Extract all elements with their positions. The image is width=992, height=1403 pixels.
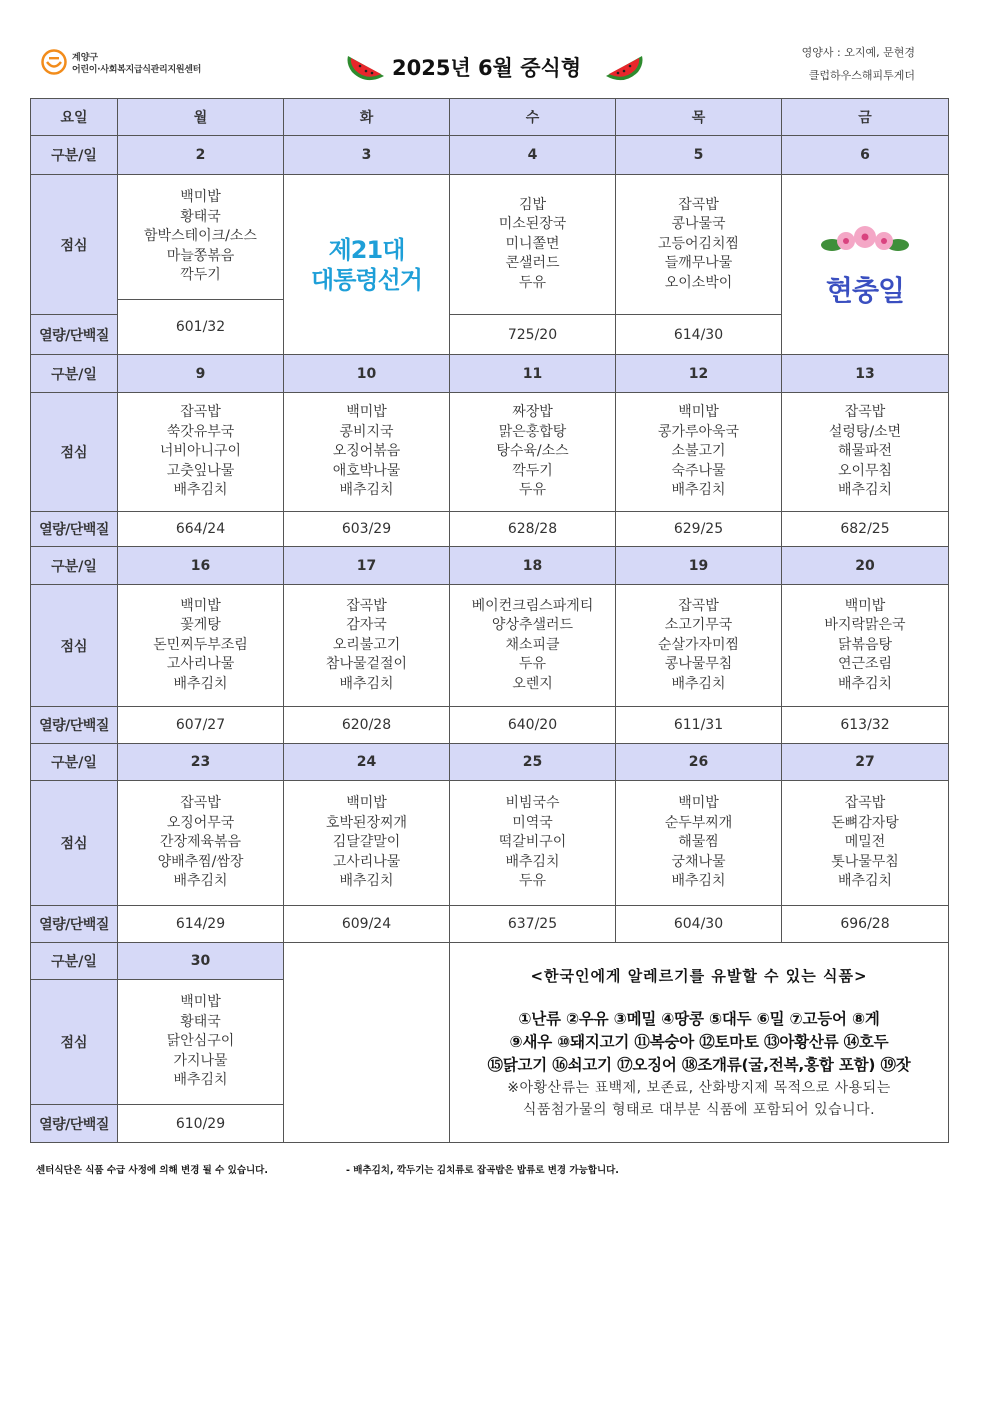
empty-cell (284, 943, 450, 1143)
date-row (31, 136, 949, 175)
menu-cell (616, 585, 782, 707)
dish: 짜장밥 (512, 404, 553, 421)
dish: 고등어김치찜 (657, 235, 740, 252)
calorie-cell: 601/32 (118, 300, 284, 355)
date-label: 구분/일 (31, 136, 118, 175)
menu-cell (284, 393, 450, 512)
page-header (0, 0, 992, 98)
date-cell: 18 (450, 547, 616, 585)
allergy-note-line2: 식품첨가물의 형태로 대부분 식품에 포함되어 있습니다. (522, 1101, 876, 1118)
date-cell-holiday: 3 (284, 136, 450, 175)
dish: 미역국 (512, 814, 553, 831)
dish: 미소된장국 (498, 216, 567, 233)
dish: 콩가루아욱국 (657, 423, 740, 440)
lunch-label: 점심 (31, 781, 118, 906)
dish: 두유 (518, 274, 547, 291)
dish: 잡곡밥 (180, 795, 221, 812)
lunch-label: 점심 (31, 585, 118, 707)
calorie-cell: 620/28 (284, 707, 450, 744)
election-line1: 제21대 (328, 235, 405, 264)
calorie-label: 열량/단백질 (31, 906, 118, 943)
menu-cell (118, 781, 284, 906)
date-cell: 11 (450, 355, 616, 393)
dish: 마늘쫑볶음 (166, 247, 235, 264)
calorie-cell: 628/28 (450, 512, 616, 547)
allergy-list-line1: ①난류 ②우유 ③메밀 ④땅콩 ⑤대두 ⑥밀 ⑦고등어 ⑧게 (518, 1009, 880, 1028)
menu-cell (450, 585, 616, 707)
date-cell: 20 (782, 547, 949, 585)
dish: 들깨무나물 (664, 255, 733, 272)
dietitian-names: 영양사 : 오지예, 문현경 (801, 46, 915, 59)
calorie-cell: 696/28 (782, 906, 949, 943)
dish: 미니쫄면 (505, 235, 560, 252)
date-cell: 5 (616, 136, 782, 175)
dish: 잡곡밥 (844, 404, 886, 421)
calorie-label: 열량/단백질 (31, 707, 118, 744)
dish: 설렁탕/소면 (828, 423, 902, 440)
facility-name: 클럽하우스해피투게더 (808, 69, 915, 82)
dish: 베이컨크림스파게티 (471, 597, 594, 614)
weekday-wed: 수 (450, 99, 616, 136)
date-cell: 25 (450, 744, 616, 781)
dish: 배추김치 (173, 482, 228, 499)
weekday-fri: 금 (782, 99, 949, 136)
menu-cell (450, 175, 616, 315)
calorie-row (31, 512, 949, 547)
dish: 배추김치 (339, 873, 394, 890)
date-cell: 16 (118, 547, 284, 585)
watermelon-icon (346, 46, 386, 82)
calorie-cell: 614/30 (616, 315, 782, 355)
dish: 배추김치 (505, 853, 560, 870)
page-title: 2025년 6월 중식형 (392, 56, 582, 80)
menu-cell (782, 585, 949, 707)
dish: 가지나물 (173, 1052, 228, 1069)
dish: 해물파전 (837, 443, 893, 460)
dish: 백미밥 (180, 994, 221, 1011)
calorie-cell: 604/30 (616, 906, 782, 943)
dish: 채소피클 (505, 636, 560, 653)
footer-note-right: - 배추김치, 깍두기는 김치류로 잡곡밥은 밥류로 변경 가능합니다. (346, 1165, 619, 1176)
calorie-cell: 640/20 (450, 707, 616, 744)
calorie-cell: 611/31 (616, 707, 782, 744)
dish: 깍두기 (512, 462, 553, 479)
dish: 잡곡밥 (180, 404, 221, 421)
election-line2: 대통령선거 (311, 265, 422, 294)
menu-cell (118, 175, 284, 300)
menu-cell (118, 393, 284, 512)
menu-cell (616, 393, 782, 512)
dish: 배추김치 (837, 873, 893, 890)
dish: 양배추찜/쌈장 (157, 853, 244, 870)
date-cell: 26 (616, 744, 782, 781)
dish: 김달걀말이 (332, 834, 401, 851)
dish: 잡곡밥 (678, 196, 719, 213)
dish: 황태국 (180, 1013, 221, 1030)
dish: 돈뼈감자탕 (831, 814, 899, 831)
date-label: 구분/일 (31, 943, 118, 980)
dish: 닭안심구이 (166, 1033, 235, 1050)
date-cell: 23 (118, 744, 284, 781)
date-row (31, 744, 949, 781)
dish: 탕수육/소스 (496, 443, 569, 460)
calorie-row (31, 707, 949, 744)
lunch-row (31, 781, 949, 906)
dish: 백미밥 (180, 189, 221, 206)
menu-cell (450, 781, 616, 906)
date-cell: 19 (616, 547, 782, 585)
day-header-label: 요일 (31, 99, 118, 136)
memorial-day-text: 현충일 (825, 273, 905, 307)
menu-cell (284, 781, 450, 906)
weekday-mon: 월 (118, 99, 284, 136)
dish: 김밥 (518, 196, 547, 213)
weekday-tue: 화 (284, 99, 450, 136)
flower-icon (820, 221, 910, 261)
dish: 순살가자미찜 (657, 636, 740, 653)
dish: 참나물겉절이 (325, 656, 408, 673)
date-cell-holiday: 6 (782, 136, 949, 175)
dish: 백미밥 (346, 795, 387, 812)
lunch-label: 점심 (31, 980, 118, 1105)
lunch-label: 점심 (31, 393, 118, 512)
date-cell: 9 (118, 355, 284, 393)
dish: 연근조림 (837, 656, 893, 673)
allergy-note-line1: ※아황산류는 표백제, 보존료, 산화방지제 목적으로 사용되는 (507, 1079, 891, 1096)
date-label: 구분/일 (31, 744, 118, 781)
calorie-cell: 613/32 (782, 707, 949, 744)
date-cell: 17 (284, 547, 450, 585)
menu-cell (782, 781, 949, 906)
election-holiday-cell (284, 175, 450, 355)
dish: 순두부찌개 (664, 814, 733, 831)
dish: 오징어무국 (166, 814, 235, 831)
dish: 배추김치 (671, 675, 726, 692)
memorial-day-cell (782, 175, 949, 355)
dish: 배추김치 (173, 873, 228, 890)
dish: 배추김치 (837, 482, 893, 499)
calorie-cell: 637/25 (450, 906, 616, 943)
dish: 두유 (518, 482, 547, 499)
dish: 고사리나물 (332, 853, 401, 870)
dish: 호박된장찌개 (325, 814, 408, 831)
date-label: 구분/일 (31, 547, 118, 585)
calorie-cell: 609/24 (284, 906, 450, 943)
lunch-row (31, 393, 949, 512)
dish: 오이무침 (837, 462, 893, 479)
dish: 잡곡밥 (678, 597, 719, 614)
dish: 콩비지국 (339, 423, 394, 440)
lunch-label: 점심 (31, 175, 118, 315)
menu-table (30, 98, 949, 1143)
dish: 돈민찌두부조림 (153, 636, 248, 653)
menu-cell (284, 585, 450, 707)
dish: 궁채나물 (671, 853, 726, 870)
title-block (346, 44, 646, 84)
dish: 너비아니구이 (159, 443, 242, 460)
dish: 톳나물무침 (831, 853, 899, 870)
dish: 양상추샐러드 (491, 617, 574, 634)
date-cell: 12 (616, 355, 782, 393)
dish: 오리불고기 (332, 636, 401, 653)
dish: 감자국 (346, 617, 387, 634)
org-name-line2: 어린이·사회복지급식관리지원센터 (72, 65, 202, 75)
menu-cell (782, 393, 949, 512)
calorie-row (31, 906, 949, 943)
dish: 쑥갓유부국 (166, 423, 235, 440)
dish: 배추김치 (671, 873, 726, 890)
dish: 간장제육볶음 (159, 834, 242, 851)
dish: 콩나물무침 (664, 656, 733, 673)
dish: 애호박나물 (332, 462, 401, 479)
menu-cell (450, 393, 616, 512)
calorie-cell: 603/29 (284, 512, 450, 547)
date-row (31, 355, 949, 393)
menu-cell (616, 175, 782, 315)
dish: 오징어볶음 (332, 443, 401, 460)
dish: 콘샐러드 (505, 255, 560, 272)
date-cell: 30 (118, 943, 284, 980)
menu-cell (118, 585, 284, 707)
dish: 떡갈비구이 (498, 834, 567, 851)
dish: 소불고기 (671, 443, 726, 460)
dish: 깍두기 (180, 267, 221, 284)
dish: 닭볶음탕 (837, 636, 893, 653)
date-cell: 4 (450, 136, 616, 175)
dish: 잡곡밥 (346, 597, 387, 614)
dish: 백미밥 (678, 404, 719, 421)
calorie-cell: 607/27 (118, 707, 284, 744)
smiley-logo-icon (41, 49, 67, 75)
footer-note-left: 센터식단은 식품 수급 사정에 의해 변경 될 수 있습니다. (36, 1165, 268, 1176)
date-cell: 27 (782, 744, 949, 781)
dish: 콩나물국 (671, 216, 726, 233)
date-label: 구분/일 (31, 355, 118, 393)
dish: 고춧잎나물 (166, 462, 235, 479)
dish: 해물찜 (678, 834, 719, 851)
dish: 오이소박이 (664, 274, 733, 291)
calorie-label: 열량/단백질 (31, 512, 118, 547)
dish: 백미밥 (346, 404, 387, 421)
date-cell: 24 (284, 744, 450, 781)
date-row (31, 547, 949, 585)
calorie-cell: 629/25 (616, 512, 782, 547)
dish: 백미밥 (844, 597, 886, 614)
dish: 메밀전 (844, 834, 886, 851)
lunch-row (31, 175, 949, 300)
allergy-title: <한국인에게 알레르기를 유발할 수 있는 식품> (530, 966, 868, 985)
allergy-list-line2: ⑨새우 ⑩돼지고기 ⑪복숭아 ⑫토마토 ⑬아황산류 ⑭호두 (509, 1032, 889, 1051)
dish: 두유 (518, 656, 547, 673)
dish: 소고기무국 (664, 617, 733, 634)
calorie-cell: 614/29 (118, 906, 284, 943)
dish: 맑은홍합탕 (498, 423, 567, 440)
dish: 황태국 (180, 208, 221, 225)
calorie-cell: 610/29 (118, 1105, 284, 1143)
calorie-label: 열량/단백질 (31, 1105, 118, 1143)
dish: 비빔국수 (505, 795, 560, 812)
date-cell: 2 (118, 136, 284, 175)
dish: 고사리나물 (166, 656, 235, 673)
date-cell: 13 (782, 355, 949, 393)
dish: 바지락맑은국 (824, 617, 906, 634)
dish: 배추김치 (671, 482, 726, 499)
dish: 꽃게탕 (180, 617, 221, 634)
calorie-cell: 664/24 (118, 512, 284, 547)
calorie-cell: 725/20 (450, 315, 616, 355)
dish: 오렌지 (512, 675, 553, 692)
menu-cell (616, 781, 782, 906)
dish: 배추김치 (837, 675, 893, 692)
date-row (31, 943, 949, 980)
calorie-cell: 682/25 (782, 512, 949, 547)
lunch-row (31, 585, 949, 707)
calorie-label: 열량/단백질 (31, 315, 118, 355)
date-cell: 10 (284, 355, 450, 393)
allergy-info-box (450, 943, 949, 1143)
dish: 백미밥 (180, 597, 221, 614)
dish: 잡곡밥 (844, 795, 886, 812)
allergy-list-line3: ⑮닭고기 ⑯쇠고기 ⑰오징어 ⑱조개류(굴,전복,홍합 포함) ⑲잣 (487, 1055, 911, 1074)
dish: 백미밥 (678, 795, 719, 812)
menu-cell (118, 980, 284, 1105)
weekday-thu: 목 (616, 99, 782, 136)
org-name-line1: 계양구 (72, 53, 99, 63)
watermelon-icon (604, 46, 644, 82)
dish: 배추김치 (173, 1072, 228, 1089)
dish: 함박스테이크/소스 (144, 228, 257, 245)
dish: 배추김치 (339, 675, 394, 692)
weekday-header-row (31, 99, 949, 136)
dish: 배추김치 (173, 675, 228, 692)
dish: 두유 (518, 873, 547, 890)
dish: 숙주나물 (671, 462, 726, 479)
dish: 배추김치 (339, 482, 394, 499)
